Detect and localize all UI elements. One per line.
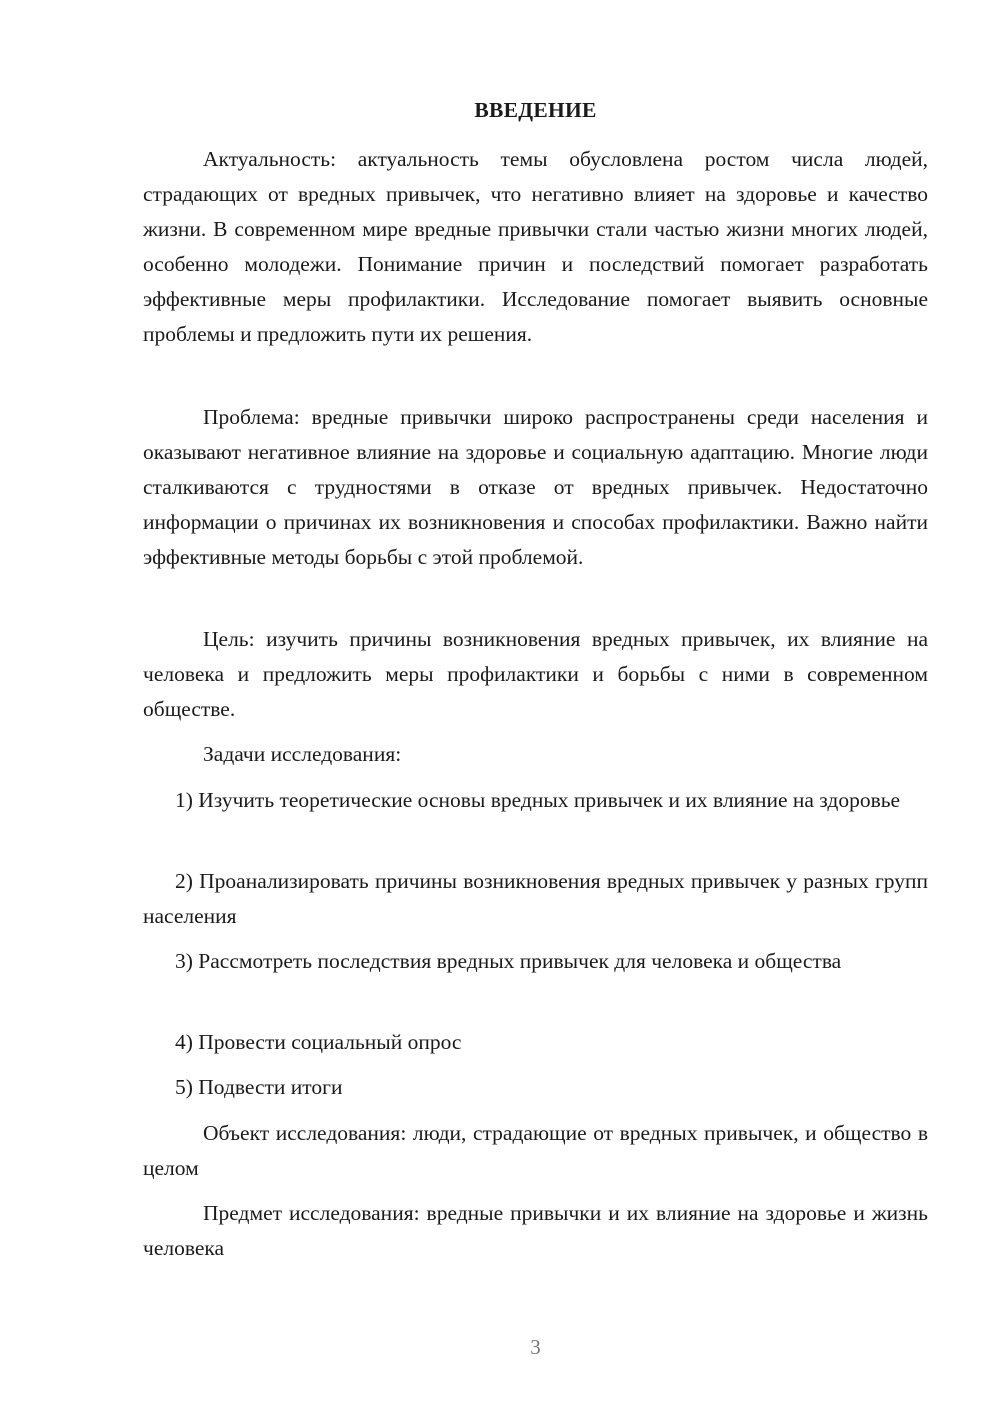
document-page [143, 0, 928, 1414]
task-item-2: 2) Проанализировать причины возникновения вредных привычек у разных групп населения [143, 869, 928, 928]
paragraph-subject: Предмет исследования: вредные привычки и их влияние на здоровье и жизнь человека [143, 1201, 928, 1260]
paragraph-object: Объект исследования: люди, страдающие от вредных привычек, и общество в целом [143, 1121, 928, 1180]
page-heading: ВВЕДЕНИЕ [474, 98, 597, 122]
task-item-3: 3) Рассмотреть последствия вредных привычек для человека и общества [175, 949, 842, 973]
paragraph-relevance: Актуальность: актуальность темы обусловлена ростом числа людей, страдающих от вредных привычек, что негативно влияет на здоровье и качество жизни. В современном мире вредные привычки стали частью жизни многих людей, особенно молодежи. Понимание причин и последствий помогает разработать эффективные меры профилактики. Исследование помогает выявить основные проблемы и предложить пути их решения. [143, 147, 928, 346]
paragraph-problem: Проблема: вредные привычки широко распространены среди населения и оказывают негативное влияние на здоровье и социальную адаптацию. Многие люди сталкиваются с трудностями в отказе от вредных привычек. Недостаточно информации о причинах их возникновения и способах профилактики. Важно найти эффективные методы борьбы с этой проблемой. [143, 405, 928, 569]
task-item-4: 4) Провести социальный опрос [175, 1030, 462, 1054]
tasks-title: Задачи исследования: [203, 742, 402, 766]
task-item-5: 5) Подвести итоги [175, 1075, 343, 1099]
task-item-1: 1) Изучить теоретические основы вредных привычек и их влияние на здоровье [175, 788, 901, 812]
page-number: 3 [530, 1335, 541, 1359]
paragraph-goal: Цель: изучить причины возникновения вредных привычек, их влияние на человека и предложить меры профилактики и борьбы с ними в современном обществе. [143, 627, 928, 721]
